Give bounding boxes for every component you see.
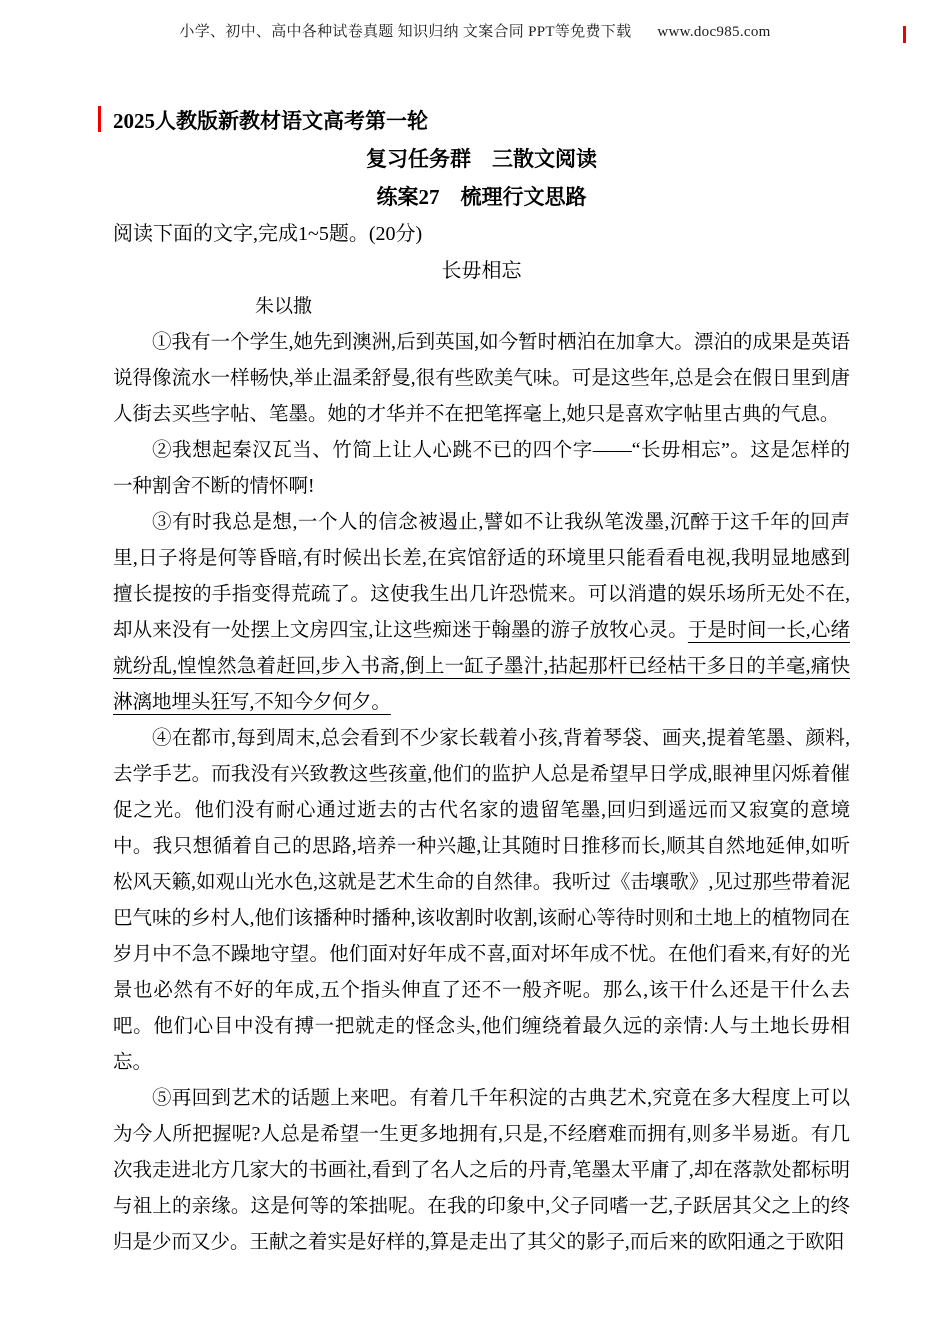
paragraph-text: ①我有一个学生,她先到澳洲,后到英国,如今暂时栖泊在加拿大。漂泊的成果是英语说得像流水一样畅快,举止温柔舒曼,很有些欧美气味。可是这些年,总是会在假日里到唐人街去买些字帖、笔墨。她的才华并不在把笔挥毫上,她只是喜欢字帖里古典的气息。 [113,332,850,425]
document-body [113,102,850,1261]
essay-paragraph [113,721,850,1081]
essay-paragraph [113,325,850,433]
page-header [0,21,950,43]
underlined-sentence: 于是时间一长,心绪就纷乱,惶惶然急着赶回,步入书斋,倒上一缸子墨汁,拈起那杆已经枯干多日的羊毫,痛快淋漓地埋头狂写,不知今夕何夕。 [113,620,850,713]
paragraph-text: ③有时我总是想,一个人的信念被遏止,譬如不让我纵笔泼墨,沉醉于这千年的回声里,日子将是何等昏暗,有时候出长差,在宾馆舒适的环境里只能看看电视,我明显地感到擅长提按的手指变得荒疏了。这使我生出几许恐慌来。可以消遣的娱乐场所无处不在,却从来没有一处摆上文房四宝,让这些痴迷于翰墨的游子放牧心灵。 [113,512,850,641]
essay-paragraph [113,505,850,721]
essay-paragraph [113,1081,850,1261]
annotation-mark-title [98,106,101,132]
essay-text [113,325,850,1261]
paragraph-text: ④在都市,每到周末,总会看到不少家长载着小孩,背着琴袋、画夹,提着笔墨、颜料,去学手艺。而我没有兴致教这些孩童,他们的监护人总是希望早日学成,眼神里闪烁着催促之光。他们没有耐心通过逝去的古代名家的遗留笔墨,回归到遥远而又寂寞的意境中。我只想循着自己的思路,培养一种兴趣,让其随时日推移而长,顺其自然地延伸,如听松风天籁,如观山光水色,这就是艺术生命的自然律。我听过《击壤歌》,见过那些带着泥巴气味的乡村人,他们该播种时播种,该收割时收割,该耐心等待时则和土地上的植物同在岁月中不急不躁地守望。他们面对好年成不喜,面对坏年成不忧。在他们看来,有好的光景也必然有不好的年成,五个指头伸直了还不一般齐呢。那么,该干什么还是干什么去吧。他们心目中没有搏一把就走的怪念头,他们缠绕着最久远的亲情:人与土地长毋相忘。 [113,728,850,1073]
paragraph-text: ⑤再回到艺术的话题上来吧。有着几千年积淀的古典艺术,究竟在多大程度上可以为今人所把握呢?人总是希望一生更多地拥有,只是,不经磨难而拥有,则多半易逝。有几次我走进北方几家大的书画社,看到了名人之后的丹青,笔墨太平庸了,却在落款处都标明与祖上的亲缘。这是何等的笨拙呢。在我的印象中,父子同嗜一艺,子跃居其父之上的终归是少而又少。王献之着实是好样的,算是走出了其父的影子,而后来的欧阳通之于欧阳 [113,1088,850,1253]
series-title: 2025人教版新教材语文高考第一轮 [113,109,428,133]
essay-author: 朱以撒 [255,296,313,317]
header-promo-text: 小学、初中、高中各种试卷真题 知识归纳 文案合同 PPT等免费下载 [179,24,632,40]
annotation-mark-header [903,26,906,43]
reading-instruction: 阅读下面的文字,完成1~5题。(20分) [113,223,423,245]
essay-paragraph [113,433,850,505]
essay-title: 长毋相忘 [441,260,522,282]
lesson-title: 练案27 梳理行文思路 [376,185,587,209]
paragraph-text: ②我想起秦汉瓦当、竹简上让人心跳不已的四个字——“长毋相忘”。这是怎样的一种割舍不断的情怀啊! [113,440,850,497]
unit-title: 复习任务群 三散文阅读 [366,147,597,171]
header-site-url[interactable]: www.doc985.com [657,24,771,40]
